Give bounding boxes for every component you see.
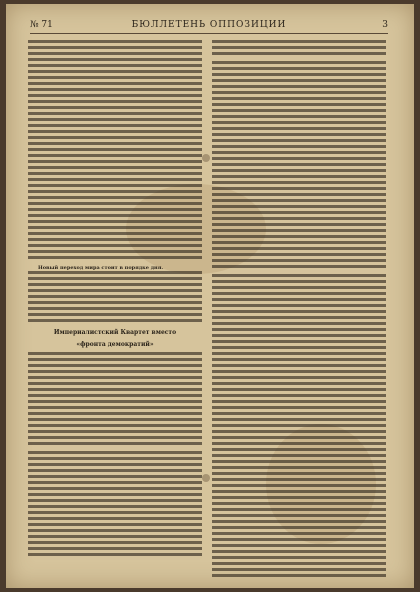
paragraph: [28, 352, 202, 448]
paragraph: [212, 40, 386, 58]
page-header: [30, 18, 388, 34]
binding-hole: [202, 154, 210, 162]
text-column-right: [212, 40, 386, 583]
paragraph: [28, 40, 202, 262]
section-heading: Империалистский Квартет вместо: [53, 329, 177, 336]
paragraph: [212, 274, 386, 580]
bold-lead-text: Новый переход мира стоит в порядке дня.: [38, 265, 164, 271]
paragraph: [28, 451, 202, 559]
issue-number: № 71: [30, 20, 53, 30]
section-heading-sub: «фронта демократий»: [76, 341, 154, 348]
paragraph: [28, 271, 202, 325]
document-page: [6, 4, 414, 588]
text-column-left: [28, 40, 202, 562]
paragraph: [212, 61, 386, 271]
header-rule: [30, 33, 388, 34]
page-number: 3: [382, 20, 388, 30]
journal-title: БЮЛЛЕТЕНЬ ОППОЗИЦИИ: [131, 20, 287, 30]
binding-hole: [202, 474, 210, 482]
